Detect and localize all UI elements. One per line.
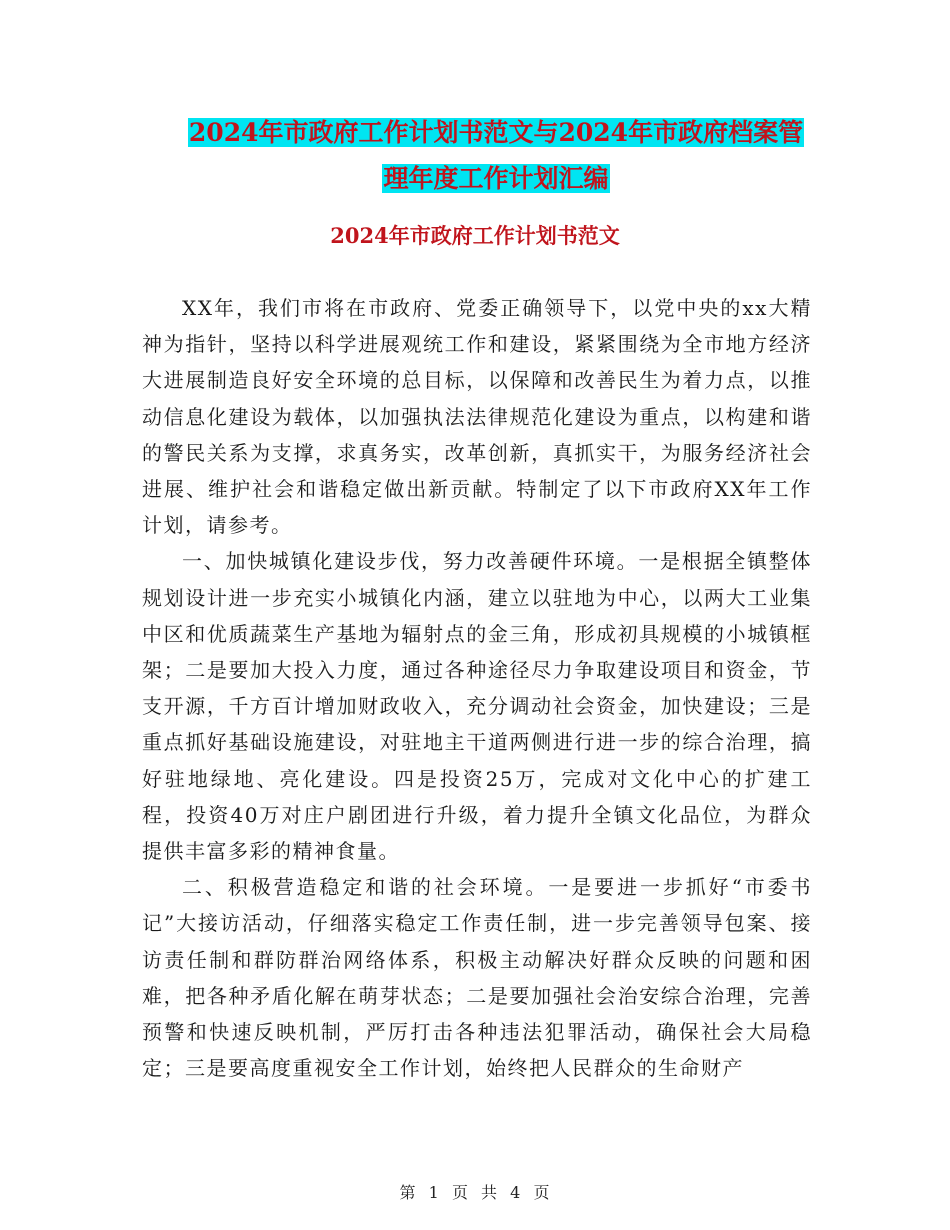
footer-total-pages: 4 [510,1183,522,1202]
document-title [140,110,852,202]
paragraph-item-2: 二、积极营造稳定和谐的社会环境。一是要进一步抓好“市委书记”大接访活动，仔细落实稳定工作责任制，进一步完善领导包案、接访责任制和群防群治网络体系，积极主动解决好群众反映的问题和困难，把各种矛盾化解在萌芽状态；二是要加强社会治安综合治理，完善预警和快速反映机制，严厉打击各种违法犯罪活动，确保社会大局稳定；三是要高度重视安全工作计划，始终把人民群众的生命财产 [142,875,812,1081]
document-title-line1: 2024年市政府工作计划书范文与2024年市政府档案管 [188,118,804,147]
footer-total-label: 共 [481,1183,499,1202]
footer-page-label: 第 [399,1183,417,1202]
footer-current-page: 1 [428,1183,440,1202]
page-footer [0,1180,950,1203]
footer-page-unit: 页 [451,1183,469,1202]
document-title-line2: 理年度工作计划汇编 [383,164,609,193]
footer-total-unit: 页 [533,1183,551,1202]
section-title: 2024年市政府工作计划书范文 [330,223,620,248]
paragraph-item-1: 一、加快城镇化建设步伐，努力改善硬件环境。一是根据全镇整体规划设计进一步充实小城镇化内涵，建立以驻地为中心，以两大工业集中区和优质蔬菜生产基地为辐射点的金三角，形成初具规模的小城镇框架；二是要加大投入力度，通过各种途径尽力争取建设项目和资金，节支开源，千方百计增加财政收入，充分调动社会资金，加快建设；三是重点抓好基础设施建设，对驻地主干道两侧进行进一步的综合治理，搞好驻地绿地、亮化建设。四是投资25万，完成对文化中心的扩建工程，投资40万对庄户剧团进行升级，着力提升全镇文化品位，为群众提供丰富多彩的精神食量。 [142,549,812,864]
paragraph-intro: XX年，我们市将在市政府、党委正确领导下，以党中央的xx大精神为指针，坚持以科学进展观统工作和建设，紧紧围绕为全市地方经济大进展制造良好安全环境的总目标，以保障和改善民生为着力点，以推动信息化建设为载体，以加强执法法律规范化建设为重点，以构建和谐的警民关系为支撑，求真务实，改革创新，真抓实干，为服务经济社会进展、维护社会和谐稳定做出新贡献。特制定了以下市政府XX年工作计划，请参考。 [142,296,812,538]
document-body [142,290,812,1086]
